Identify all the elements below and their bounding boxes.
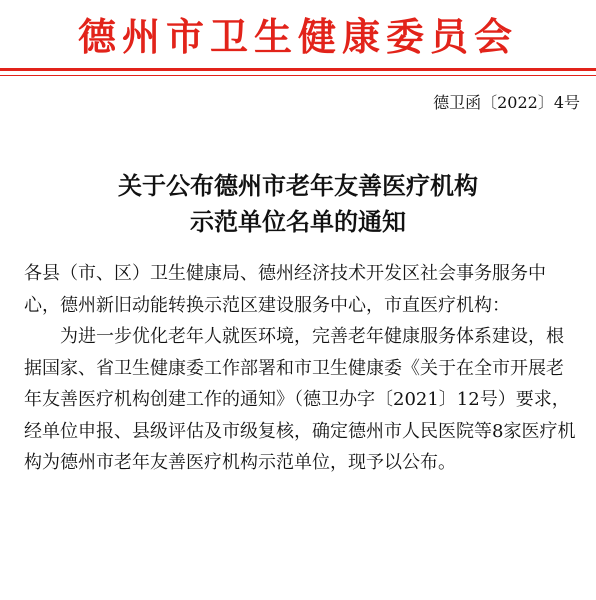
- document-title: [0, 168, 596, 240]
- masthead-org-name: 德州市卫生健康委员会: [77, 15, 518, 59]
- document-body: [24, 258, 576, 479]
- body-paragraph-1: 为进一步优化老年人就医环境，完善老年健康服务体系建设，根据国家、省卫生健康委工作部署和市卫生健康委《关于在全市开展老年友善医疗机构创建工作的通知》（德卫办字〔2021〕12号）要求，经单位申报、县级评估及市级复核，确定德州市人民医院等8家医疗机构为德州市老年友善医疗机构示范单位，现予以公布。: [24, 326, 576, 473]
- masthead-red-rule-thick: [0, 68, 596, 71]
- document-number: 德卫函〔2022〕4号: [433, 93, 580, 112]
- addressees: 各县（市、区）卫生健康局、德州经济技术开发区社会事务服务中心，德州新旧动能转换示范区建设服务中心，市直医疗机构：: [24, 263, 546, 316]
- masthead-red-rule-thin: [0, 75, 596, 76]
- document-title-line-1: 关于公布德州市老年友善医疗机构: [118, 171, 478, 200]
- document-title-line-2: 示范单位名单的通知: [190, 207, 406, 236]
